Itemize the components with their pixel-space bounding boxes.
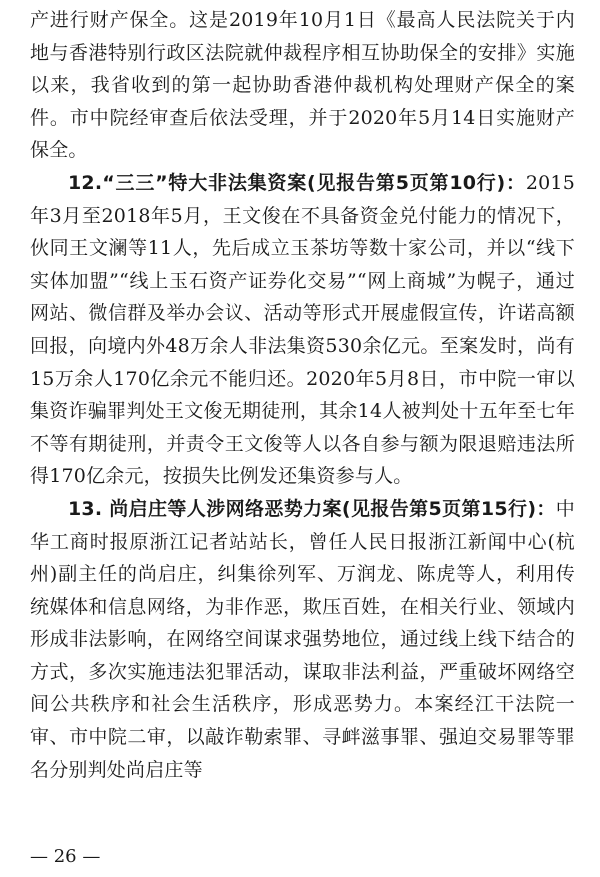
paragraph-text: 产进行财产保全。这是2019年10月1日《最高人民法院关于内地与香港特别行政区法院就仲裁程序相互协助保全的安排》实施以来，我省收到的第一起协助香港仲裁机构处理财产保全的案件。市中院经审查后依法受理，并于2020年5月14日实施财产保全。 [30,9,575,162]
document-page [30,4,575,786]
case-12-heading: 12.“三三”特大非法集资案(见报告第5页第10行)： [68,171,526,194]
case-13-heading: 13. 尚启庄等人涉网络恶势力案(见报告第5页第15行)： [68,497,556,520]
case-13-text: 中华工商时报原浙江记者站站长，曾任人民日报浙江新闻中心(杭州)副主任的尚启庄，纠集徐列军、万润龙、陈虎等人，利用传统媒体和信息网络，为非作恶，欺压百姓，在相关行业、领域内形成非法影响，在网络空间谋求强势地位，通过线上线下结合的方式，多次实施违法犯罪活动，谋取非法利益，严重破坏网络空间公共秩序和社会生活秩序，形成恶势力。本案经江干法院一审、市中院二审，以敲诈勒索罪、寻衅滋事罪、强迫交易罪等罪名分别判处尚启庄等 [30,497,575,781]
paragraph-case-12 [30,167,575,493]
case-12-text: 2015年3月至2018年5月，王文俊在不具备资金兑付能力的情况下，伙同王文澜等11人，先后成立玉茶坊等数十家公司，并以“线下实体加盟”“线上玉石资产证券化交易”“网上商城”为幌子，通过网站、微信群及举办会议、活动等形式开展虚假宣传，许诺高额回报，向境内外48万余人非法集资530余亿元。至案发时，尚有15万余人170亿余元不能归还。2020年5月8日，市中院一审以集资诈骗罪判处王文俊无期徒刑，其余14人被判处十五年至七年不等有期徒刑，并责令王文俊等人以各自参与额为限退赔违法所得170亿余元，按损失比例发还集资参与人。 [30,171,575,488]
paragraph-property-preservation [30,4,575,167]
paragraph-case-13 [30,493,575,786]
page-number: — 26 — [30,846,101,867]
